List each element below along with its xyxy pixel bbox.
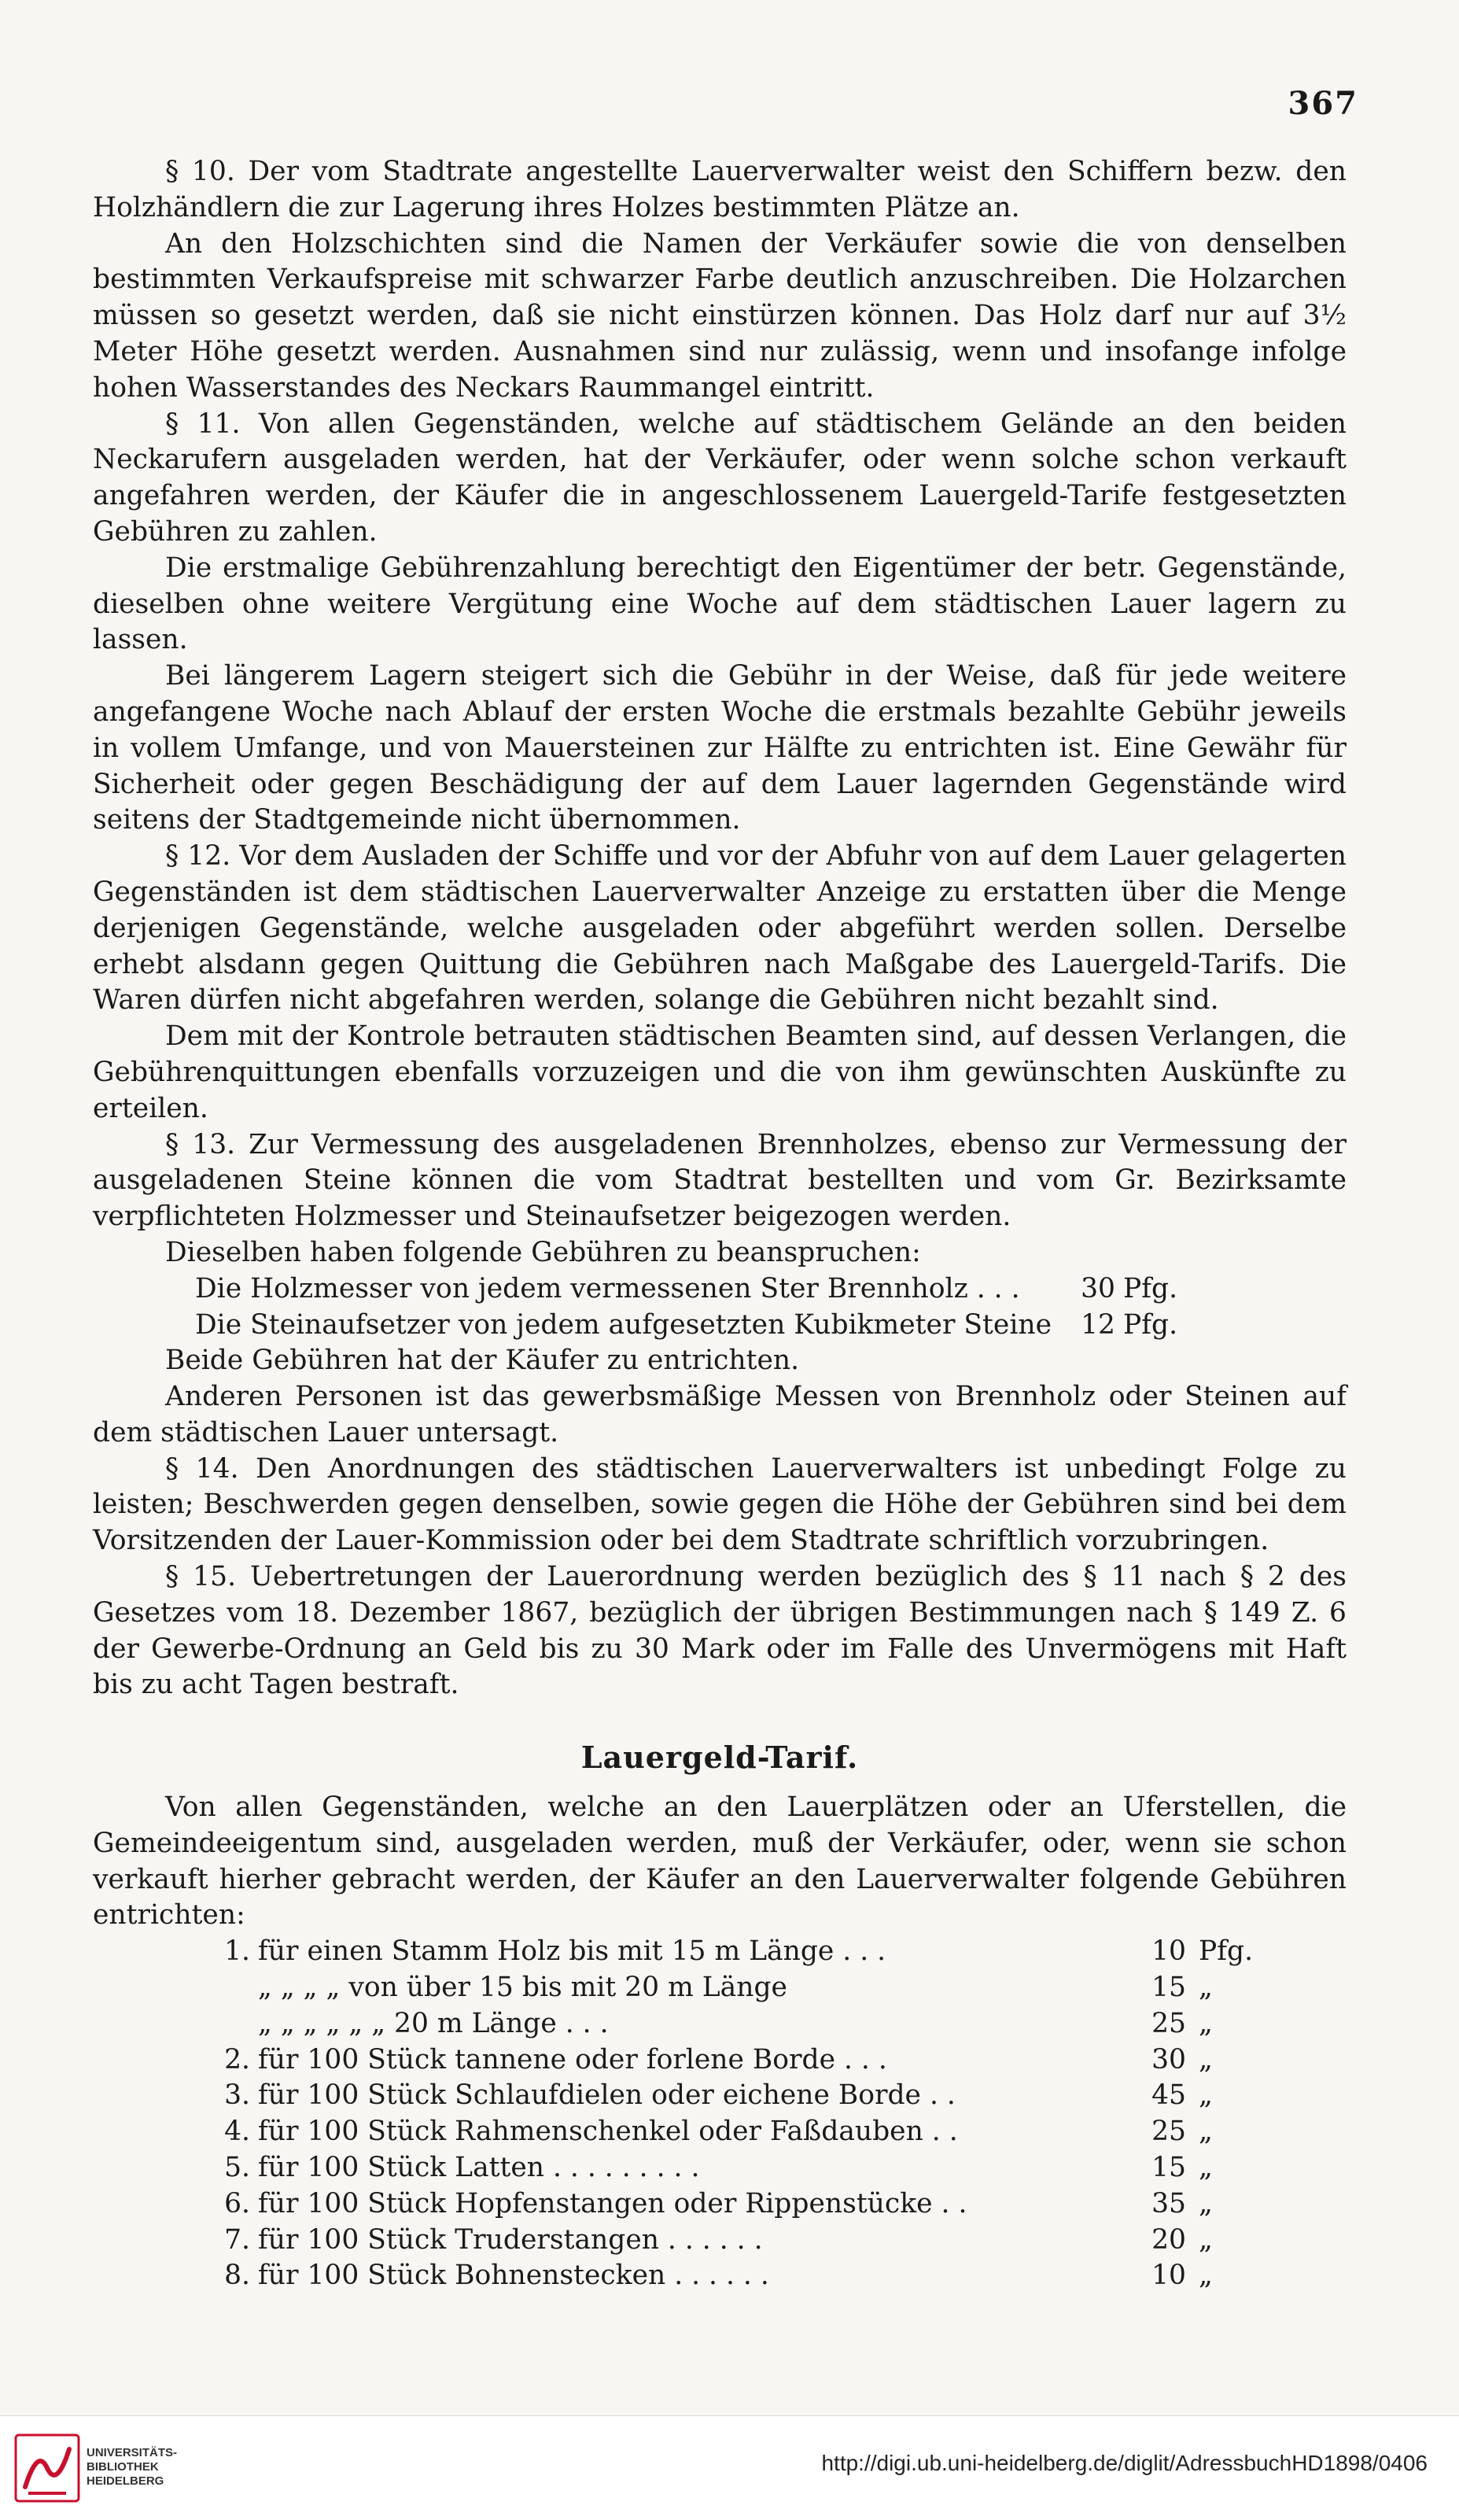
tariff-unit: „ xyxy=(1199,2116,1213,2148)
fee-unit: Pfg. xyxy=(1123,1308,1178,1341)
tariff-row xyxy=(209,1970,1293,2006)
tariff-unit: Pfg. xyxy=(1199,1935,1254,1968)
tariff-number: 3. xyxy=(224,2079,250,2112)
paragraph-control: Dem mit der Kontrole betrauten städtischen Beamten sind, auf dessen Verlangen, die Gebührenquittungen ebenfalls vorzuzeigen und die von ihm gewünschten Auskünfte zu erteilen. xyxy=(93,1020,1347,1124)
tariff-number: 5. xyxy=(224,2152,250,2184)
tariff-amount: 20 xyxy=(1151,2223,1186,2256)
tariff-description: „ „ „ „ von über 15 bis mit 20 m Länge xyxy=(258,1972,787,2004)
tariff-number xyxy=(209,1970,258,2006)
tariff-description: „ „ „ „ „ „ 20 m Länge . . . xyxy=(258,2007,609,2039)
library-logo[interactable] xyxy=(14,2432,195,2504)
tariff-amount: 35 xyxy=(1151,2187,1186,2219)
paragraph-fees-intro: Dieselben haben folgende Gebühren zu beanspruchen: xyxy=(165,1236,921,1268)
tariff-description: für 100 Stück tannene oder forlene Borde . . . xyxy=(258,2043,887,2075)
tariff-unit: „ xyxy=(1199,2223,1213,2256)
tariff-unit: „ xyxy=(1199,2152,1213,2184)
tariff-unit: „ xyxy=(1199,2007,1213,2039)
fee-unit: Pfg. xyxy=(1123,1272,1178,1304)
tariff-number: 4. xyxy=(224,2116,250,2148)
paragraph-s15: § 15. Uebertretungen der Lauerordnung werden bezüglich des § 11 nach § 2 des Gesetzes vom 18. Dezember 1867, bezüglich der übrigen Bestimmungen nach § 149 Z. 6 der Gewerbe-Ordnung an Geld bis zu 30 Mark oder im Falle des Unvermögens mit Haft bis zu acht Tagen bestraft. xyxy=(93,1561,1347,1701)
tariff-row xyxy=(209,2223,1293,2259)
tariff-number: 2. xyxy=(224,2043,250,2075)
measurer-fee-table xyxy=(195,1271,1202,1344)
tariff-intro: Von allen Gegenständen, welche an den Lauerplätzen oder an Uferstellen, die Gemeindeeigentum sind, ausgeladen werden, muß der Verkäufer, oder, wenn sie schon verkauft hierher gebracht werden, der Käufer an den Lauerverwalter folgende Gebühren entrichten: xyxy=(93,1791,1347,1932)
tariff-description: für 100 Stück Hopfenstangen oder Rippenstücke . . xyxy=(258,2187,967,2219)
tariff-description: für 100 Stück Bohnenstecken . . . . . . xyxy=(258,2260,769,2292)
tariff-amount: 10 xyxy=(1151,1935,1186,1968)
paragraph-first-fee: Die erstmalige Gebührenzahlung berechtigt den Eigentümer der betr. Gegenstände, dieselben ohne weitere Vergütung eine Woche auf dem städtischen Lauer lagern zu lassen. xyxy=(93,552,1347,656)
tariff-row xyxy=(209,2006,1293,2042)
tariff-number: 6. xyxy=(224,2187,250,2219)
tariff-row xyxy=(209,2258,1293,2294)
library-seal-icon xyxy=(14,2432,80,2504)
page-number: 367 xyxy=(1288,85,1358,122)
fee-amount: 30 xyxy=(1081,1272,1115,1304)
paragraph-s13: § 13. Zur Vermessung des ausgeladenen Brennholzes, ebenso zur Vermessung der ausgeladenen Steine können die vom Stadtrat bestellten und vom Gr. Bezirksamte verpflichteten Holzmesser und Steinaufsetzer beigezogen werden. xyxy=(93,1128,1347,1233)
tariff-description: für einen Stamm Holz bis mit 15 m Länge . . . xyxy=(258,1935,886,1968)
ordinance-text xyxy=(93,154,1347,2294)
tariff-table xyxy=(209,1934,1293,2294)
tariff-amount: 25 xyxy=(1151,2116,1186,2148)
fee-item: Die Steinaufsetzer von jedem aufgesetzten Kubikmeter Steine xyxy=(195,1308,1052,1341)
tariff-description: für 100 Stück Rahmenschenkel oder Faßdauben . . xyxy=(258,2116,958,2148)
tariff-unit: „ xyxy=(1199,2079,1213,2112)
tariff-number: 7. xyxy=(224,2223,250,2256)
tariff-row xyxy=(209,1934,1293,1970)
paragraph-wood-stacks: An den Holzschichten sind die Namen der Verkäufer sowie die von denselben bestimmten Verkaufspreise mit schwarzer Farbe deutlich anzuschreiben. Die Holzarchen müssen so gesetzt werden, daß sie nicht einstürzen können. Das Holz darf nur auf 3½ Meter Höhe gesetzt werden. Ausnahmen sind nur zulässig, wenn und insofange infolge hohen Wasserstandes des Neckars Raummangel eintritt. xyxy=(93,227,1347,404)
logo-line: BIBLIOTHEK xyxy=(87,2460,159,2474)
fee-item: Die Holzmesser von jedem vermessenen Ster Brennholz . . . xyxy=(195,1272,1020,1304)
tariff-description: für 100 Stück Schlaufdielen oder eichene Borde . . xyxy=(258,2079,956,2112)
paragraph-others-prohibited: Anderen Personen ist das gewerbsmäßige Messen von Brennholz oder Steinen auf dem städtischen Lauer untersagt. xyxy=(93,1381,1347,1448)
tariff-amount: 10 xyxy=(1151,2260,1186,2292)
tariff-amount: 15 xyxy=(1151,1972,1186,2004)
paragraph-s14: § 14. Den Anordnungen des städtischen Lauerverwalters ist unbedingt Folge zu leisten; Beschwerden gegen denselben, sowie gegen die Höhe der Gebühren sind bei dem Vorsitzenden der Lauer-Kommission oder bei dem Stadtrate schriftlich vorzubringen. xyxy=(93,1452,1347,1557)
paragraph-s10: § 10. Der vom Stadtrate angestellte Lauerverwalter weist den Schiffern bezw. den Holzhändlern die zur Lagerung ihres Holzes bestimmten Plätze an. xyxy=(93,156,1347,223)
permalink-url[interactable]: http://digi.ub.uni-heidelberg.de/diglit/AdressbuchHD1898/0406 xyxy=(821,2451,1428,2475)
viewer-footer xyxy=(0,2415,1459,2520)
fee-row xyxy=(195,1308,1202,1344)
tariff-amount: 15 xyxy=(1151,2152,1186,2184)
tariff-unit: „ xyxy=(1199,1972,1213,2004)
tariff-number: 1. xyxy=(224,1935,250,1968)
tariff-row xyxy=(209,2114,1293,2150)
logo-line: HEIDELBERG xyxy=(87,2474,164,2488)
tariff-unit: „ xyxy=(1199,2260,1213,2292)
tariff-row xyxy=(209,2186,1293,2223)
tariff-unit: „ xyxy=(1199,2043,1213,2075)
tariff-number xyxy=(209,2006,258,2042)
tariff-amount: 25 xyxy=(1151,2007,1186,2039)
paragraph-s11: § 11. Von allen Gegenständen, welche auf städtischem Gelände an den beiden Neckarufern ausgeladen werden, hat der Verkäufer, oder wenn solche schon verkauft angefahren werden, der Käufer die in angeschlossenem Lauergeld-Tarife festgesetzten Gebühren zu zahlen. xyxy=(93,408,1347,548)
fee-amount: 12 xyxy=(1081,1308,1115,1341)
paragraph-s12: § 12. Vor dem Ausladen der Schiffe und vor der Abfuhr von auf dem Lauer gelagerten Gegenständen ist dem städtischen Lauerverwalter Anzeige zu erstatten über die Menge derjenigen Gegenstände, welche ausgeladen oder abgeführt werden sollen. Derselbe erhebt alsdann gegen Quittung die Gebühren nach Maßgabe des Lauergeld-Tarifs. Die Waren dürfen nicht abgefahren werden, solange die Gebühren nicht bezahlt sind. xyxy=(93,840,1347,1016)
library-name xyxy=(87,2446,177,2489)
fee-row xyxy=(195,1271,1202,1308)
tariff-amount: 30 xyxy=(1151,2043,1186,2075)
tariff-title: Lauergeld-Tarif. xyxy=(580,1740,859,1776)
tariff-description: für 100 Stück Latten . . . . . . . . . xyxy=(258,2152,700,2184)
tariff-row xyxy=(209,2150,1293,2186)
logo-line: UNIVERSITÄTS- xyxy=(87,2446,178,2459)
tariff-number: 8. xyxy=(224,2260,250,2292)
tariff-unit: „ xyxy=(1199,2187,1213,2219)
paragraph-both-fees: Beide Gebühren hat der Käufer zu entrichten. xyxy=(165,1345,800,1377)
tariff-description: für 100 Stück Truderstangen . . . . . . xyxy=(258,2223,763,2256)
paragraph-longer-storage: Bei längerem Lagern steigert sich die Gebühr in der Weise, daß für jede weitere angefangene Woche nach Ablauf der ersten Woche die erstmals bezahlte Gebühr jeweils in vollem Umfange, und von Mauersteinen zur Hälfte zu entrichten ist. Eine Gewähr für Sicherheit oder gegen Beschädigung der auf dem Lauer lagernden Gegenstände wird seitens der Stadtgemeinde nicht übernommen. xyxy=(93,660,1347,836)
tariff-row xyxy=(209,2042,1293,2079)
tariff-row xyxy=(209,2078,1293,2114)
tariff-amount: 45 xyxy=(1151,2079,1186,2112)
